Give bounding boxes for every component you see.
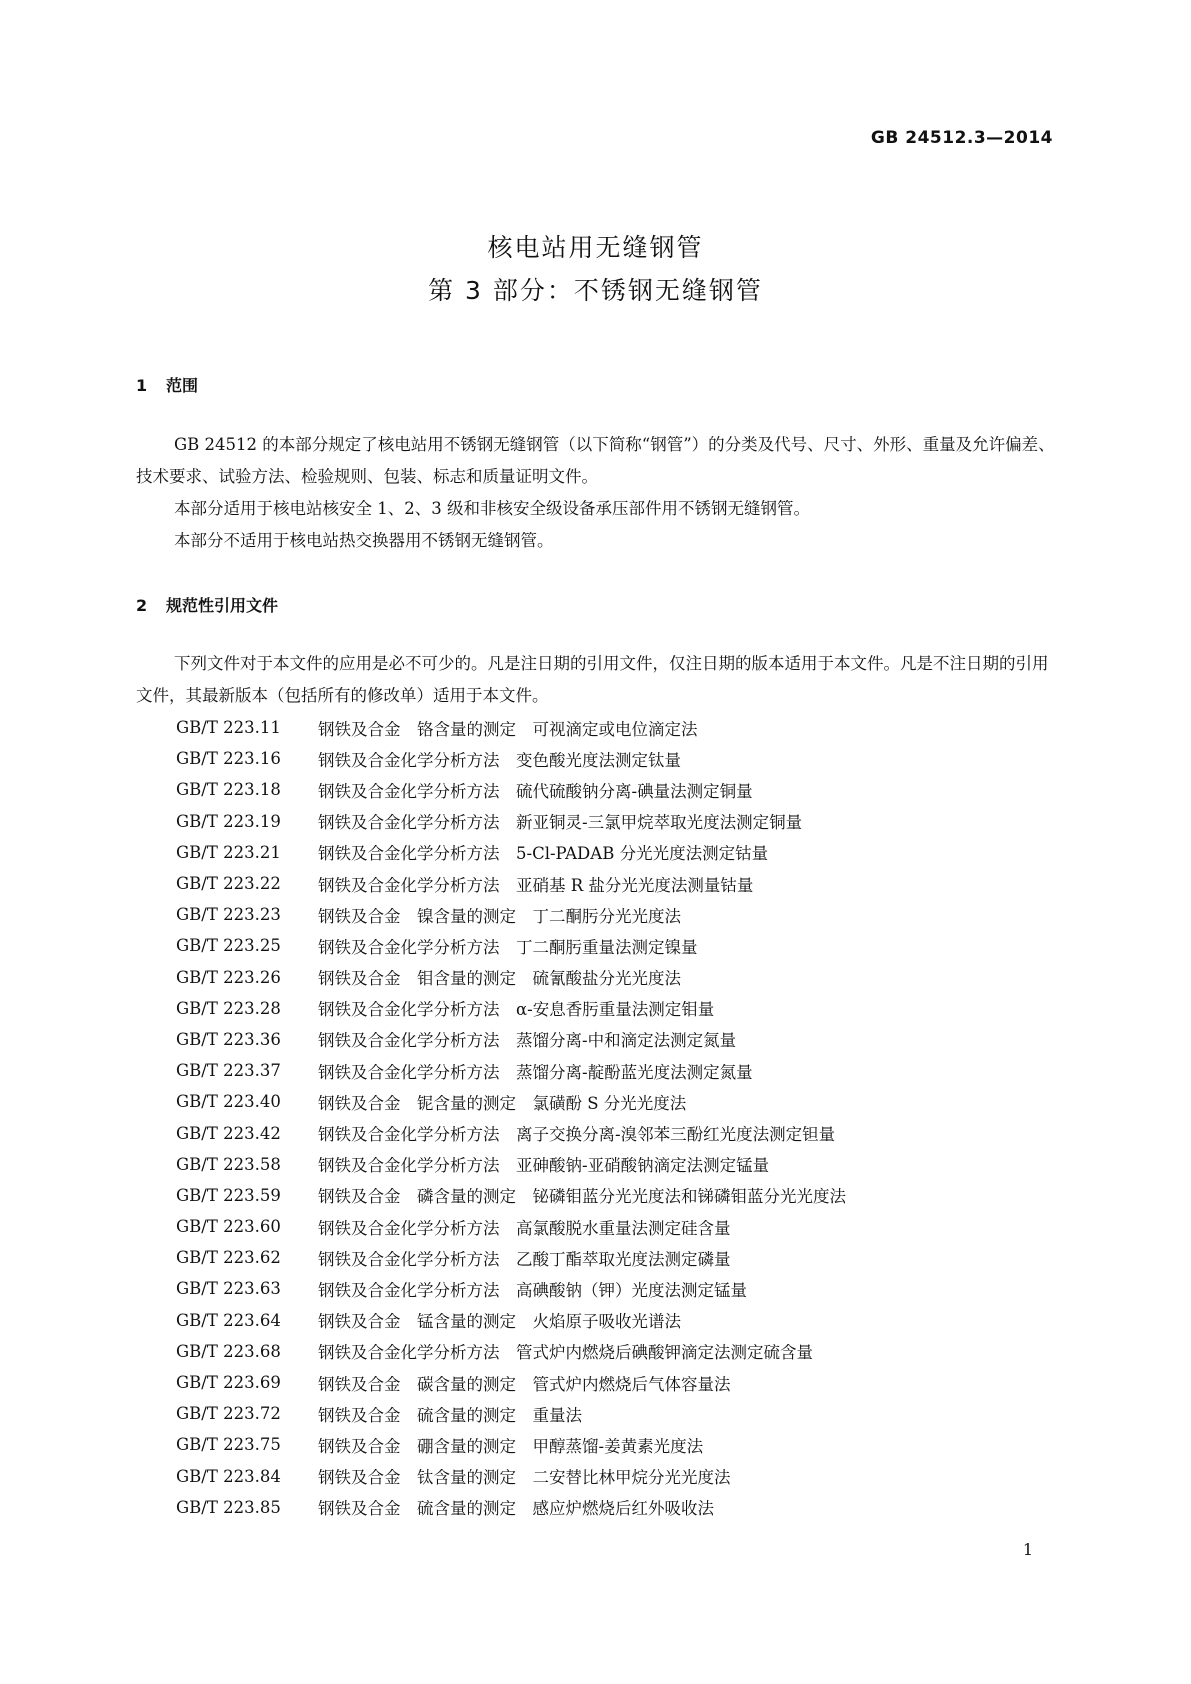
reference-item (176, 993, 846, 1024)
document-title-line2: 第 3 部分：不锈钢无缝钢管 (428, 276, 763, 305)
reference-title: 钢铁及合金化学分析方法 α-安息香肟重量法测定钼量 (318, 1000, 715, 1020)
paragraph: 下列文件对于本文件的应用是必不可少的。凡是注日期的引用文件，仅注日期的版本适用于本文件。凡是不注日期的引用文件，其最新版本（包括所有的修改单）适用于本文件。 (136, 654, 1049, 705)
section-heading-scope (136, 373, 198, 396)
reference-code: GB/T 223.36 (176, 1029, 281, 1049)
reference-title: 钢铁及合金化学分析方法 离子交换分离-溴邻苯三酚红光度法测定钽量 (318, 1125, 836, 1145)
paragraph: 本部分不适用于核电站热交换器用不锈钢无缝钢管。 (174, 531, 554, 550)
reference-item (176, 1086, 846, 1117)
reference-title: 钢铁及合金化学分析方法 新亚铜灵-三氯甲烷萃取光度法测定铜量 (318, 813, 803, 833)
reference-item (176, 1024, 846, 1055)
reference-title: 钢铁及合金化学分析方法 亚砷酸钠-亚硝酸钠滴定法测定锰量 (318, 1156, 770, 1176)
reference-item (176, 1211, 846, 1242)
reference-code: GB/T 223.42 (176, 1123, 281, 1143)
references-intro (136, 648, 1056, 712)
reference-item (176, 837, 846, 868)
page-number: 1 (1022, 1540, 1033, 1559)
reference-title: 钢铁及合金 钛含量的测定 二安替比林甲烷分光光度法 (318, 1468, 731, 1488)
reference-code: GB/T 223.84 (176, 1466, 281, 1486)
reference-item (176, 962, 846, 993)
reference-item (176, 930, 846, 961)
reference-title: 钢铁及合金 钼含量的测定 硫氰酸盐分光光度法 (318, 969, 681, 989)
reference-list (176, 712, 846, 1523)
reference-code: GB/T 223.16 (176, 749, 281, 769)
reference-title: 钢铁及合金化学分析方法 蒸馏分离-靛酚蓝光度法测定氮量 (318, 1062, 753, 1082)
reference-item (176, 1242, 846, 1273)
reference-title: 钢铁及合金 锰含量的测定 火焰原子吸收光谱法 (318, 1312, 681, 1332)
reference-code: GB/T 223.28 (176, 998, 281, 1018)
reference-code: GB/T 223.25 (176, 936, 281, 956)
reference-code: GB/T 223.68 (176, 1341, 281, 1361)
reference-title: 钢铁及合金化学分析方法 高碘酸钠（钾）光度法测定锰量 (318, 1280, 747, 1300)
reference-code: GB/T 223.62 (176, 1248, 281, 1268)
reference-item (176, 1180, 846, 1211)
section-number: 1 (136, 376, 148, 395)
reference-item (176, 1055, 846, 1086)
reference-title: 钢铁及合金 硼含量的测定 甲醇蒸馏-姜黄素光度法 (318, 1436, 704, 1456)
reference-code: GB/T 223.11 (176, 718, 281, 738)
reference-code: GB/T 223.63 (176, 1279, 281, 1299)
reference-code: GB/T 223.60 (176, 1217, 281, 1237)
reference-code: GB/T 223.72 (176, 1404, 281, 1424)
reference-title: 钢铁及合金 磷含量的测定 铋磷钼蓝分光光度法和锑磷钼蓝分光光度法 (318, 1187, 846, 1207)
paragraph: GB 24512 的本部分规定了核电站用不锈钢无缝钢管（以下简称“钢管”）的分类及代号、尺寸、外形、重量及允许偏差、技术要求、试验方法、检验规则、包装、标志和质量证明文件。 (136, 435, 1055, 486)
section-title: 规范性引用文件 (166, 596, 279, 615)
reference-title: 钢铁及合金化学分析方法 管式炉内燃烧后碘酸钾滴定法测定硫含量 (318, 1343, 813, 1363)
reference-code: GB/T 223.58 (176, 1154, 281, 1174)
reference-item (176, 1305, 846, 1336)
reference-code: GB/T 223.40 (176, 1092, 281, 1112)
document-title-line1: 核电站用无缝钢管 (487, 233, 704, 262)
reference-item (176, 1492, 846, 1523)
paragraph: 本部分适用于核电站核安全 1、2、3 级和非核安全级设备承压部件用不锈钢无缝钢管。 (174, 499, 810, 518)
reference-item (176, 712, 846, 743)
reference-title: 钢铁及合金化学分析方法 亚硝基 R 盐分光光度法测量钴量 (318, 875, 754, 895)
reference-code: GB/T 223.22 (176, 874, 281, 894)
reference-code: GB/T 223.23 (176, 905, 281, 925)
reference-title: 钢铁及合金化学分析方法 乙酸丁酯萃取光度法测定磷量 (318, 1249, 731, 1269)
section-number: 2 (136, 596, 148, 615)
reference-title: 钢铁及合金 铌含量的测定 氯磺酚 S 分光光度法 (318, 1093, 687, 1113)
reference-title: 钢铁及合金化学分析方法 丁二酮肟重量法测定镍量 (318, 937, 698, 957)
reference-code: GB/T 223.19 (176, 811, 281, 831)
reference-item (176, 1336, 846, 1367)
reference-code: GB/T 223.85 (176, 1497, 281, 1517)
reference-item (176, 1367, 846, 1398)
reference-code: GB/T 223.26 (176, 967, 281, 987)
reference-code: GB/T 223.21 (176, 842, 281, 862)
reference-item (176, 774, 846, 805)
reference-item (176, 1461, 846, 1492)
reference-item (176, 806, 846, 837)
reference-item (176, 868, 846, 899)
reference-item (176, 1398, 846, 1429)
reference-code: GB/T 223.59 (176, 1185, 281, 1205)
reference-title: 钢铁及合金化学分析方法 硫代硫酸钠分离-碘量法测定铜量 (318, 781, 753, 801)
scope-text (136, 429, 1056, 557)
reference-code: GB/T 223.75 (176, 1435, 281, 1455)
reference-title: 钢铁及合金化学分析方法 高氯酸脱水重量法测定硅含量 (318, 1218, 731, 1238)
reference-title: 钢铁及合金 硫含量的测定 感应炉燃烧后红外吸收法 (318, 1499, 714, 1519)
reference-code: GB/T 223.64 (176, 1310, 281, 1330)
reference-code: GB/T 223.18 (176, 780, 281, 800)
reference-title: 钢铁及合金化学分析方法 变色酸光度法测定钛量 (318, 750, 681, 770)
reference-code: GB/T 223.69 (176, 1373, 281, 1393)
reference-code: GB/T 223.37 (176, 1061, 281, 1081)
reference-title: 钢铁及合金 碳含量的测定 管式炉内燃烧后气体容量法 (318, 1374, 731, 1394)
reference-item (176, 743, 846, 774)
reference-title: 钢铁及合金 硫含量的测定 重量法 (318, 1405, 582, 1425)
standard-number: GB 24512.3—2014 (870, 128, 1053, 148)
reference-item (176, 1117, 846, 1148)
reference-item (176, 1429, 846, 1460)
reference-title: 钢铁及合金化学分析方法 5-Cl-PADAB 分光光度法测定钴量 (318, 844, 769, 864)
reference-title: 钢铁及合金 铬含量的测定 可视滴定或电位滴定法 (318, 719, 698, 739)
reference-item (176, 899, 846, 930)
reference-title: 钢铁及合金化学分析方法 蒸馏分离-中和滴定法测定氮量 (318, 1031, 737, 1051)
reference-title: 钢铁及合金 镍含量的测定 丁二酮肟分光光度法 (318, 906, 681, 926)
section-heading-normative-references (136, 593, 278, 616)
reference-item (176, 1149, 846, 1180)
reference-item (176, 1273, 846, 1304)
section-title: 范围 (166, 376, 199, 395)
